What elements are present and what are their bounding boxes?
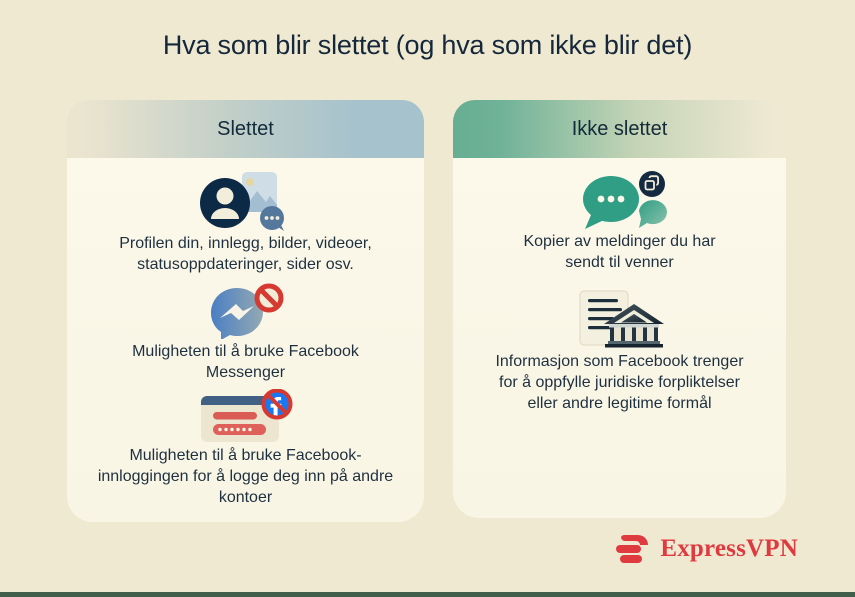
card-not-deleted-body [453,158,786,518]
card-not-deleted [453,100,786,518]
card-deleted-body [67,158,424,522]
bottom-accent-bar [0,592,855,597]
facebook-login-blocked-icon [198,389,294,443]
card-deleted-title: Slettet [217,117,274,140]
item-text: Profilen din, innlegg, bilder, videoer, statusoppdateringer, sider osv. [119,235,372,273]
item-text: Kopier av meldinger du har sendt til venner [523,233,716,271]
expressvpn-logo [612,533,798,565]
expressvpn-logomark-icon [612,533,650,565]
card-deleted-header [67,100,424,158]
list-item [492,289,747,414]
messenger-blocked-icon [204,283,288,339]
list-item [510,171,730,273]
item-text: Muligheten til å bruke Facebook-innloggingen for å logge deg inn på andre kontoer [97,447,394,506]
item-text: Muligheten til å bruke Facebook Messenger [132,343,359,381]
list-item [95,171,397,275]
legal-records-icon [574,289,666,349]
expressvpn-wordmark: ExpressVPN [660,535,798,562]
card-not-deleted-title: Ikke slettet [571,117,668,140]
page-title: Hva som blir slettet (og hva som ikke blir det) [162,30,693,60]
card-not-deleted-header [453,100,786,158]
item-text: Informasjon som Facebook trenger for å oppfylle juridiske forpliktelser eller andre legitime formål [495,353,744,412]
message-copies-icon [571,171,669,229]
profile-content-icon [196,171,296,231]
list-item [128,283,363,383]
card-deleted [67,100,424,522]
list-item [90,389,402,508]
